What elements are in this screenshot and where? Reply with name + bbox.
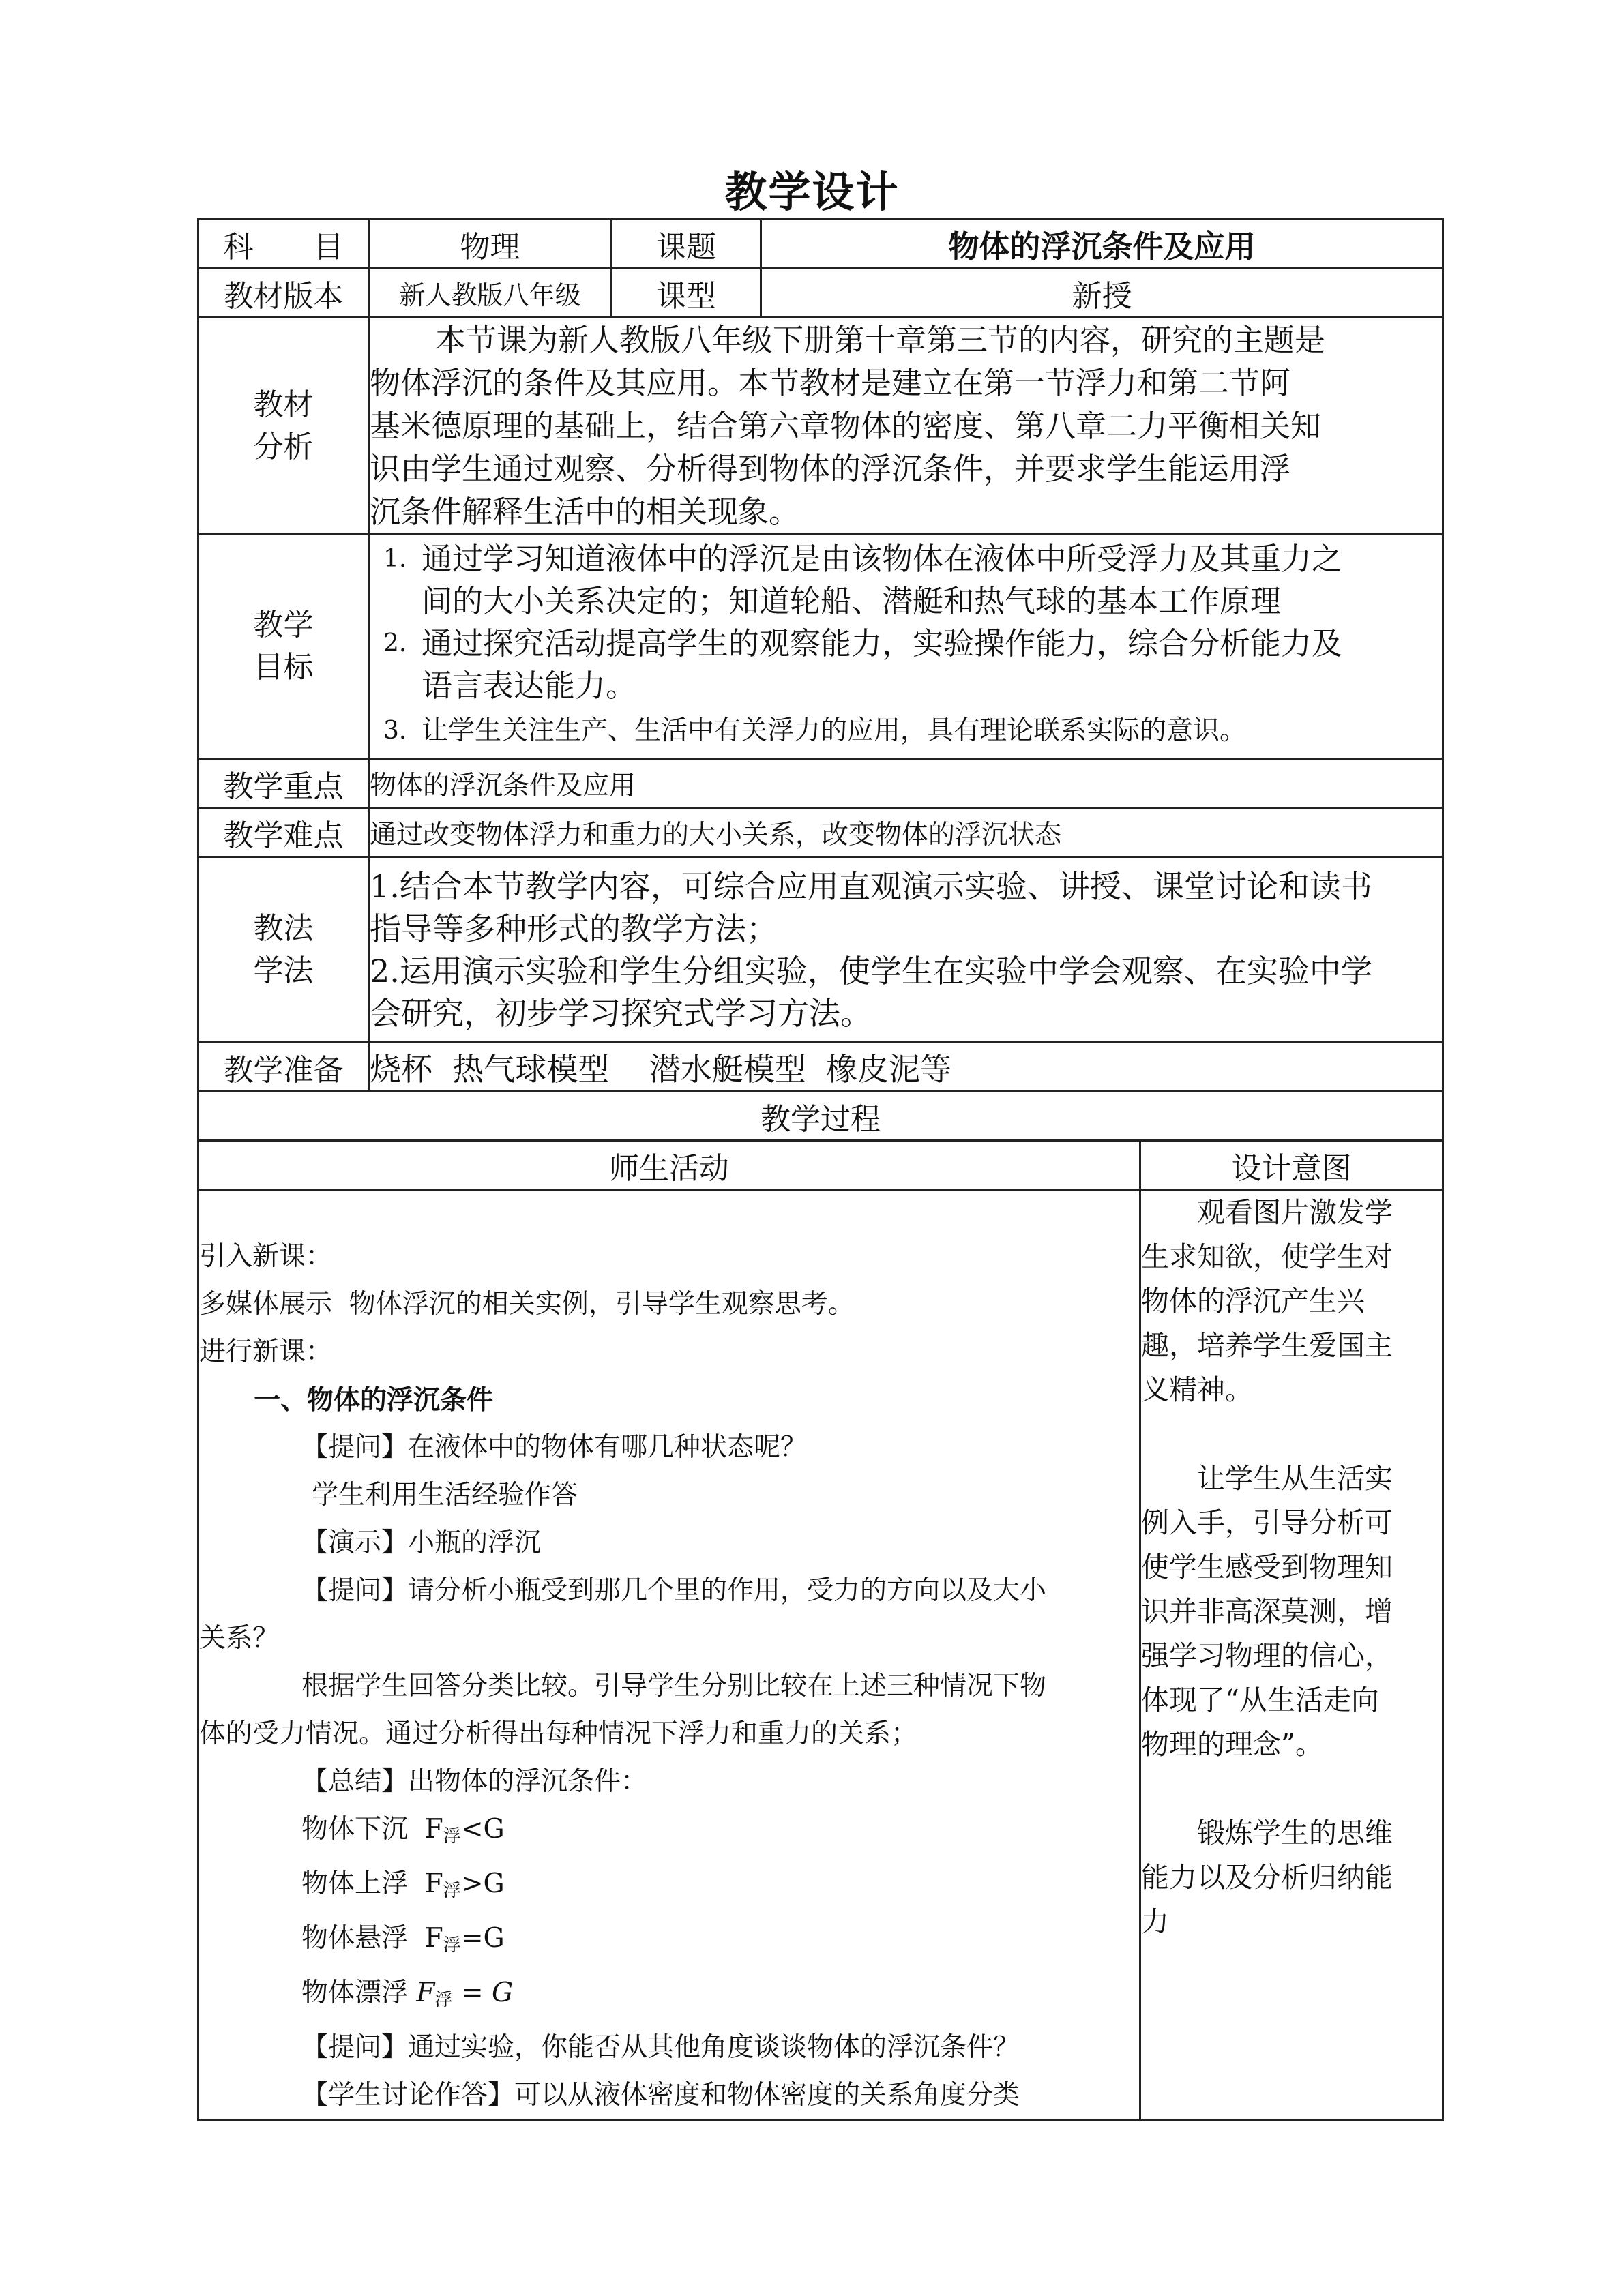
doc-title: 教学设计	[724, 167, 900, 217]
condition-suspend: 物体悬浮 $F_浮=G$	[301, 1923, 505, 1956]
key-point-label: 教学重点	[198, 759, 369, 808]
subject-label: 科 目	[198, 220, 369, 269]
prep-label: 教学准备	[198, 1043, 369, 1092]
row-goals	[198, 535, 1443, 759]
goals-label: 教学 目标	[198, 535, 369, 759]
goal-item-2: 2. 通过探究活动提高学生的观察能力，实验操作能力，综合分析能力及 语言表达能力。	[383, 625, 1343, 704]
row-methods	[198, 857, 1443, 1043]
condition-sink: 物体下沉 $F_浮<G$	[301, 1814, 505, 1847]
activity-cell: 引入新课： 多媒体展示 物体浮沉的相关实例，引导学生观察思考。 进行新课： 一、物体的浮沉条件 【提问】在液体中的物体有哪几种状态呢？ 学生利用生活经验作答 【演示】小瓶的浮沉 【提问】请分析小瓶受到那几个里的作用，受力的方向以及大小 关系？ 根据学生回答分类比较。引导学生分别比较在上述三种情况下物 体的受力情况。通过分析得出每种情况下浮力和重力的关系； 【总结】出物体的浮沉条件： 物体下沉 $F_浮<G$ 物体上浮 $F_浮>G$ 物体悬浮 $F_浮=G$ 物体漂浮 $F_浮 = G$ 【提问】通过实验，你能否从其他角度谈谈物体的浮沉条件？ 【学生讨论作答】可以从液体密度和物体密度的关系角度分类	[198, 1190, 1140, 2121]
row-subject	[198, 220, 1443, 269]
row-process-body	[198, 1190, 1443, 2121]
prep-value: 烧杯 热气球模型 潜水艇模型 橡皮泥等	[369, 1043, 1443, 1092]
goal-item-1: 1. 通过学习知道液体中的浮沉是由该物体在液体中所受浮力及其重力之 间的大小关系决定的；知道轮船、潜艇和热气球的基本工作原理	[383, 541, 1343, 619]
row-prep	[198, 1043, 1443, 1092]
difficulty-value: 通过改变物体浮力和重力的大小关系，改变物体的浮沉状态	[369, 808, 1443, 857]
type-label: 课型	[612, 269, 761, 318]
goals-list	[369, 535, 1443, 759]
process-header: 教学过程	[198, 1092, 1443, 1141]
section-heading: 一、物体的浮沉条件	[254, 1384, 494, 1416]
edition-label: 教材版本	[198, 269, 369, 318]
col-activity-header: 师生活动	[198, 1141, 1140, 1190]
condition-rise: 物体上浮 $F_浮>G$	[301, 1868, 505, 1901]
row-difficulty	[198, 808, 1443, 857]
edition-value: 新人教版八年级	[369, 269, 612, 318]
type-value: 新授	[761, 269, 1443, 318]
goal-item-3: 3. 让学生关注生产、生活中有关浮力的应用，具有理论联系实际的意识。	[383, 715, 1247, 746]
topic-label: 课题	[612, 220, 761, 269]
lesson-plan-table	[197, 218, 1444, 2121]
key-point-value: 物体的浮沉条件及应用	[369, 759, 1443, 808]
subject-value: 物理	[369, 220, 612, 269]
difficulty-label: 教学难点	[198, 808, 369, 857]
topic-value: 物体的浮沉条件及应用	[761, 220, 1443, 269]
methods-label: 教法 学法	[198, 857, 369, 1043]
row-analysis	[198, 318, 1443, 535]
analysis-label: 教材 分析	[198, 318, 369, 535]
intent-cell: 观看图片激发学 生求知欲，使学生对 物体的浮沉产生兴 趣，培养学生爱国主 义精神。 让学生从生活实 例入手，引导分析可 使学生感受到物理知 识并非高深莫测，增 强学习物理的信心， 体现了“从生活走向 物理的理念”。 锻炼学生的思维 能力以及分析归纳能 力	[1140, 1190, 1443, 2121]
analysis-text: 本节课为新人教版八年级下册第十章第三节的内容，研究的主题是 物体浮沉的条件及其应用。本节教材是建立在第一节浮力和第二节阿 基米德原理的基础上，结合第六章物体的密度、第八章二力平衡相关知 识由学生通过观察、分析得到物体的浮沉条件，并要求学生能运用浮 沉条件解释生活中的相关现象。	[369, 318, 1443, 535]
condition-float: 物体漂浮 $F_浮 = G$	[301, 1978, 514, 2010]
row-process-columns	[198, 1141, 1443, 1190]
row-process-header	[198, 1092, 1443, 1141]
row-edition	[198, 269, 1443, 318]
col-intent-header: 设计意图	[1140, 1141, 1443, 1190]
methods-text: 1.结合本节教学内容，可综合应用直观演示实验、讲授、课堂讨论和读书 指导等多种形式的教学方法； 2.运用演示实验和学生分组实验，使学生在实验中学会观察、在实验中学 会研究，初步学习探究式学习方法。	[369, 857, 1443, 1043]
row-key-point	[198, 759, 1443, 808]
